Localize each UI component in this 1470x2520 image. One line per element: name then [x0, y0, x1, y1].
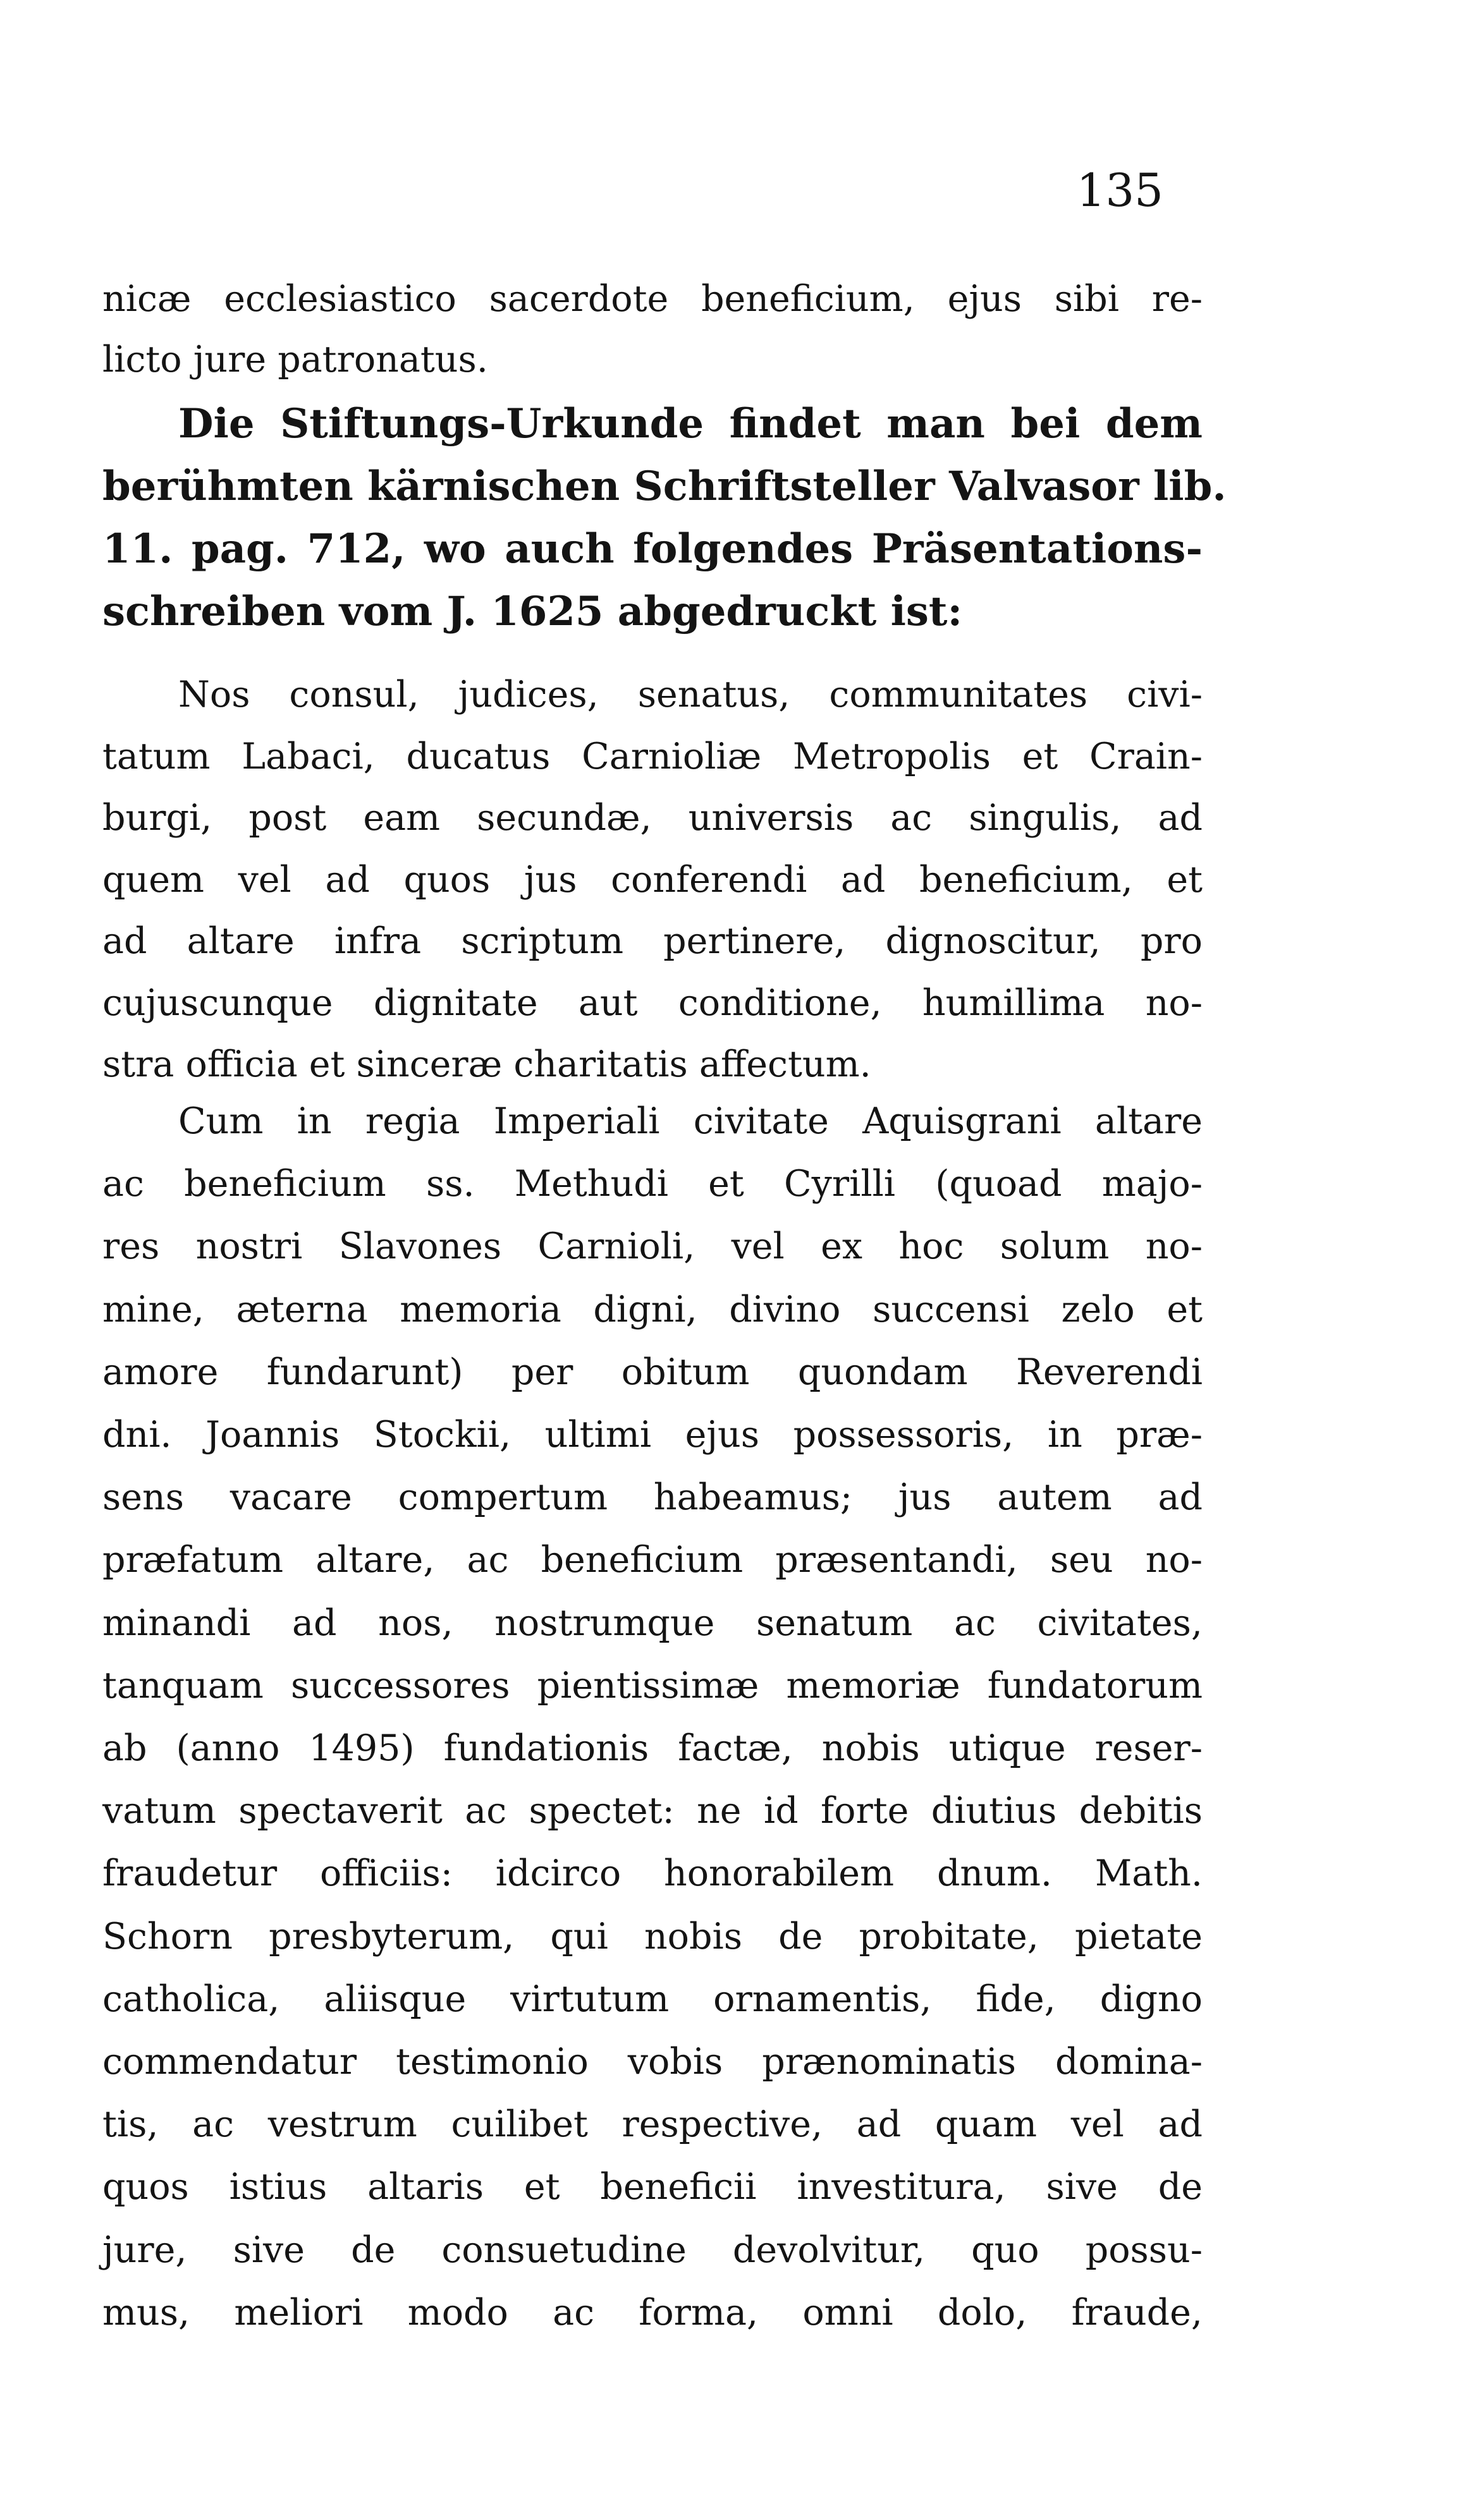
text-line: vatum spectaverit ac spectet: ne id forte diutius debitis	[102, 1790, 1203, 1832]
text-line: 11. pag. 712, wo auch folgendes Präsentations-	[102, 525, 1203, 573]
page-number: 135	[1076, 164, 1163, 217]
text-line: licto jure patronatus.	[102, 339, 488, 380]
text-line: ad altare infra scriptum pertinere, dignoscitur, pro	[102, 920, 1203, 962]
latin-paragraph-2	[102, 1090, 1203, 2344]
text-line: quem vel ad quos jus conferendi ad beneficium, et	[102, 858, 1203, 901]
text-line: amore fundarunt) per obitum quondam Reverendi	[102, 1351, 1203, 1393]
text-line: præfatum altare, ac beneficium præsentandi, seu no-	[102, 1539, 1203, 1581]
text-line: ac beneficium ss. Methudi et Cyrilli (quoad majo-	[102, 1163, 1203, 1205]
text-line: Schorn presbyterum, qui nobis de probitate, pietate	[102, 1915, 1203, 1957]
text-line: ab (anno 1495) fundationis factæ, nobis utique reser-	[102, 1727, 1203, 1770]
text-line: Cum in regia Imperiali civitate Aquisgrani altare	[178, 1100, 1203, 1142]
continuation-paragraph	[102, 269, 1203, 390]
text-line: mine, æterna memoria digni, divino succensi zelo et	[102, 1288, 1203, 1330]
text-line: quos istius altaris et beneficii investitura, sive de	[102, 2166, 1203, 2208]
text-line: dni. Joannis Stockii, ultimi ejus possessoris, in præ-	[102, 1414, 1203, 1456]
german-paragraph	[102, 393, 1227, 643]
text-line: tatum Labaci, ducatus Carnioliæ Metropolis et Crain-	[102, 735, 1203, 777]
text-line: Nos consul, judices, senatus, communitates civi-	[178, 674, 1203, 715]
text-line: catholica, aliisque virtutum ornamentis, fide, digno	[102, 1978, 1203, 2020]
text-line: fraudetur officiis: idcirco honorabilem dnum. Math.	[102, 1853, 1203, 1895]
text-line: schreiben vom J. 1625 abgedruckt ist:	[102, 588, 963, 635]
text-line: cujuscunque dignitate aut conditione, humillima no-	[102, 982, 1203, 1024]
latin-paragraph-1	[102, 664, 1203, 1096]
text-line: burgi, post eam secundæ, universis ac singulis, ad	[102, 797, 1203, 839]
text-line: mus, meliori modo ac forma, omni dolo, fraude,	[102, 2291, 1203, 2334]
text-line: jure, sive de consuetudine devolvitur, quo possu-	[102, 2229, 1203, 2271]
text-line: tanquam successores pientissimæ memoriæ fundatorum	[102, 1664, 1203, 1707]
text-line: nicæ ecclesiastico sacerdote beneficium, ejus sibi re-	[102, 278, 1203, 320]
text-line: berühmten kärnischen Schriftsteller Valvasor lib.	[102, 463, 1227, 510]
text-line: Die Stiftungs-Urkunde findet man bei dem	[178, 400, 1203, 447]
text-line: sens vacare compertum habeamus; jus autem ad	[102, 1476, 1203, 1519]
text-line: stra officia et sinceræ charitatis affectum.	[102, 1044, 871, 1085]
text-line: minandi ad nos, nostrumque senatum ac civitates,	[102, 1602, 1203, 1644]
text-line: commendatur testimonio vobis prænominatis domina-	[102, 2041, 1203, 2083]
text-line: res nostri Slavones Carnioli, vel ex hoc solum no-	[102, 1226, 1203, 1268]
text-line: tis, ac vestrum cuilibet respective, ad quam vel ad	[102, 2103, 1203, 2146]
